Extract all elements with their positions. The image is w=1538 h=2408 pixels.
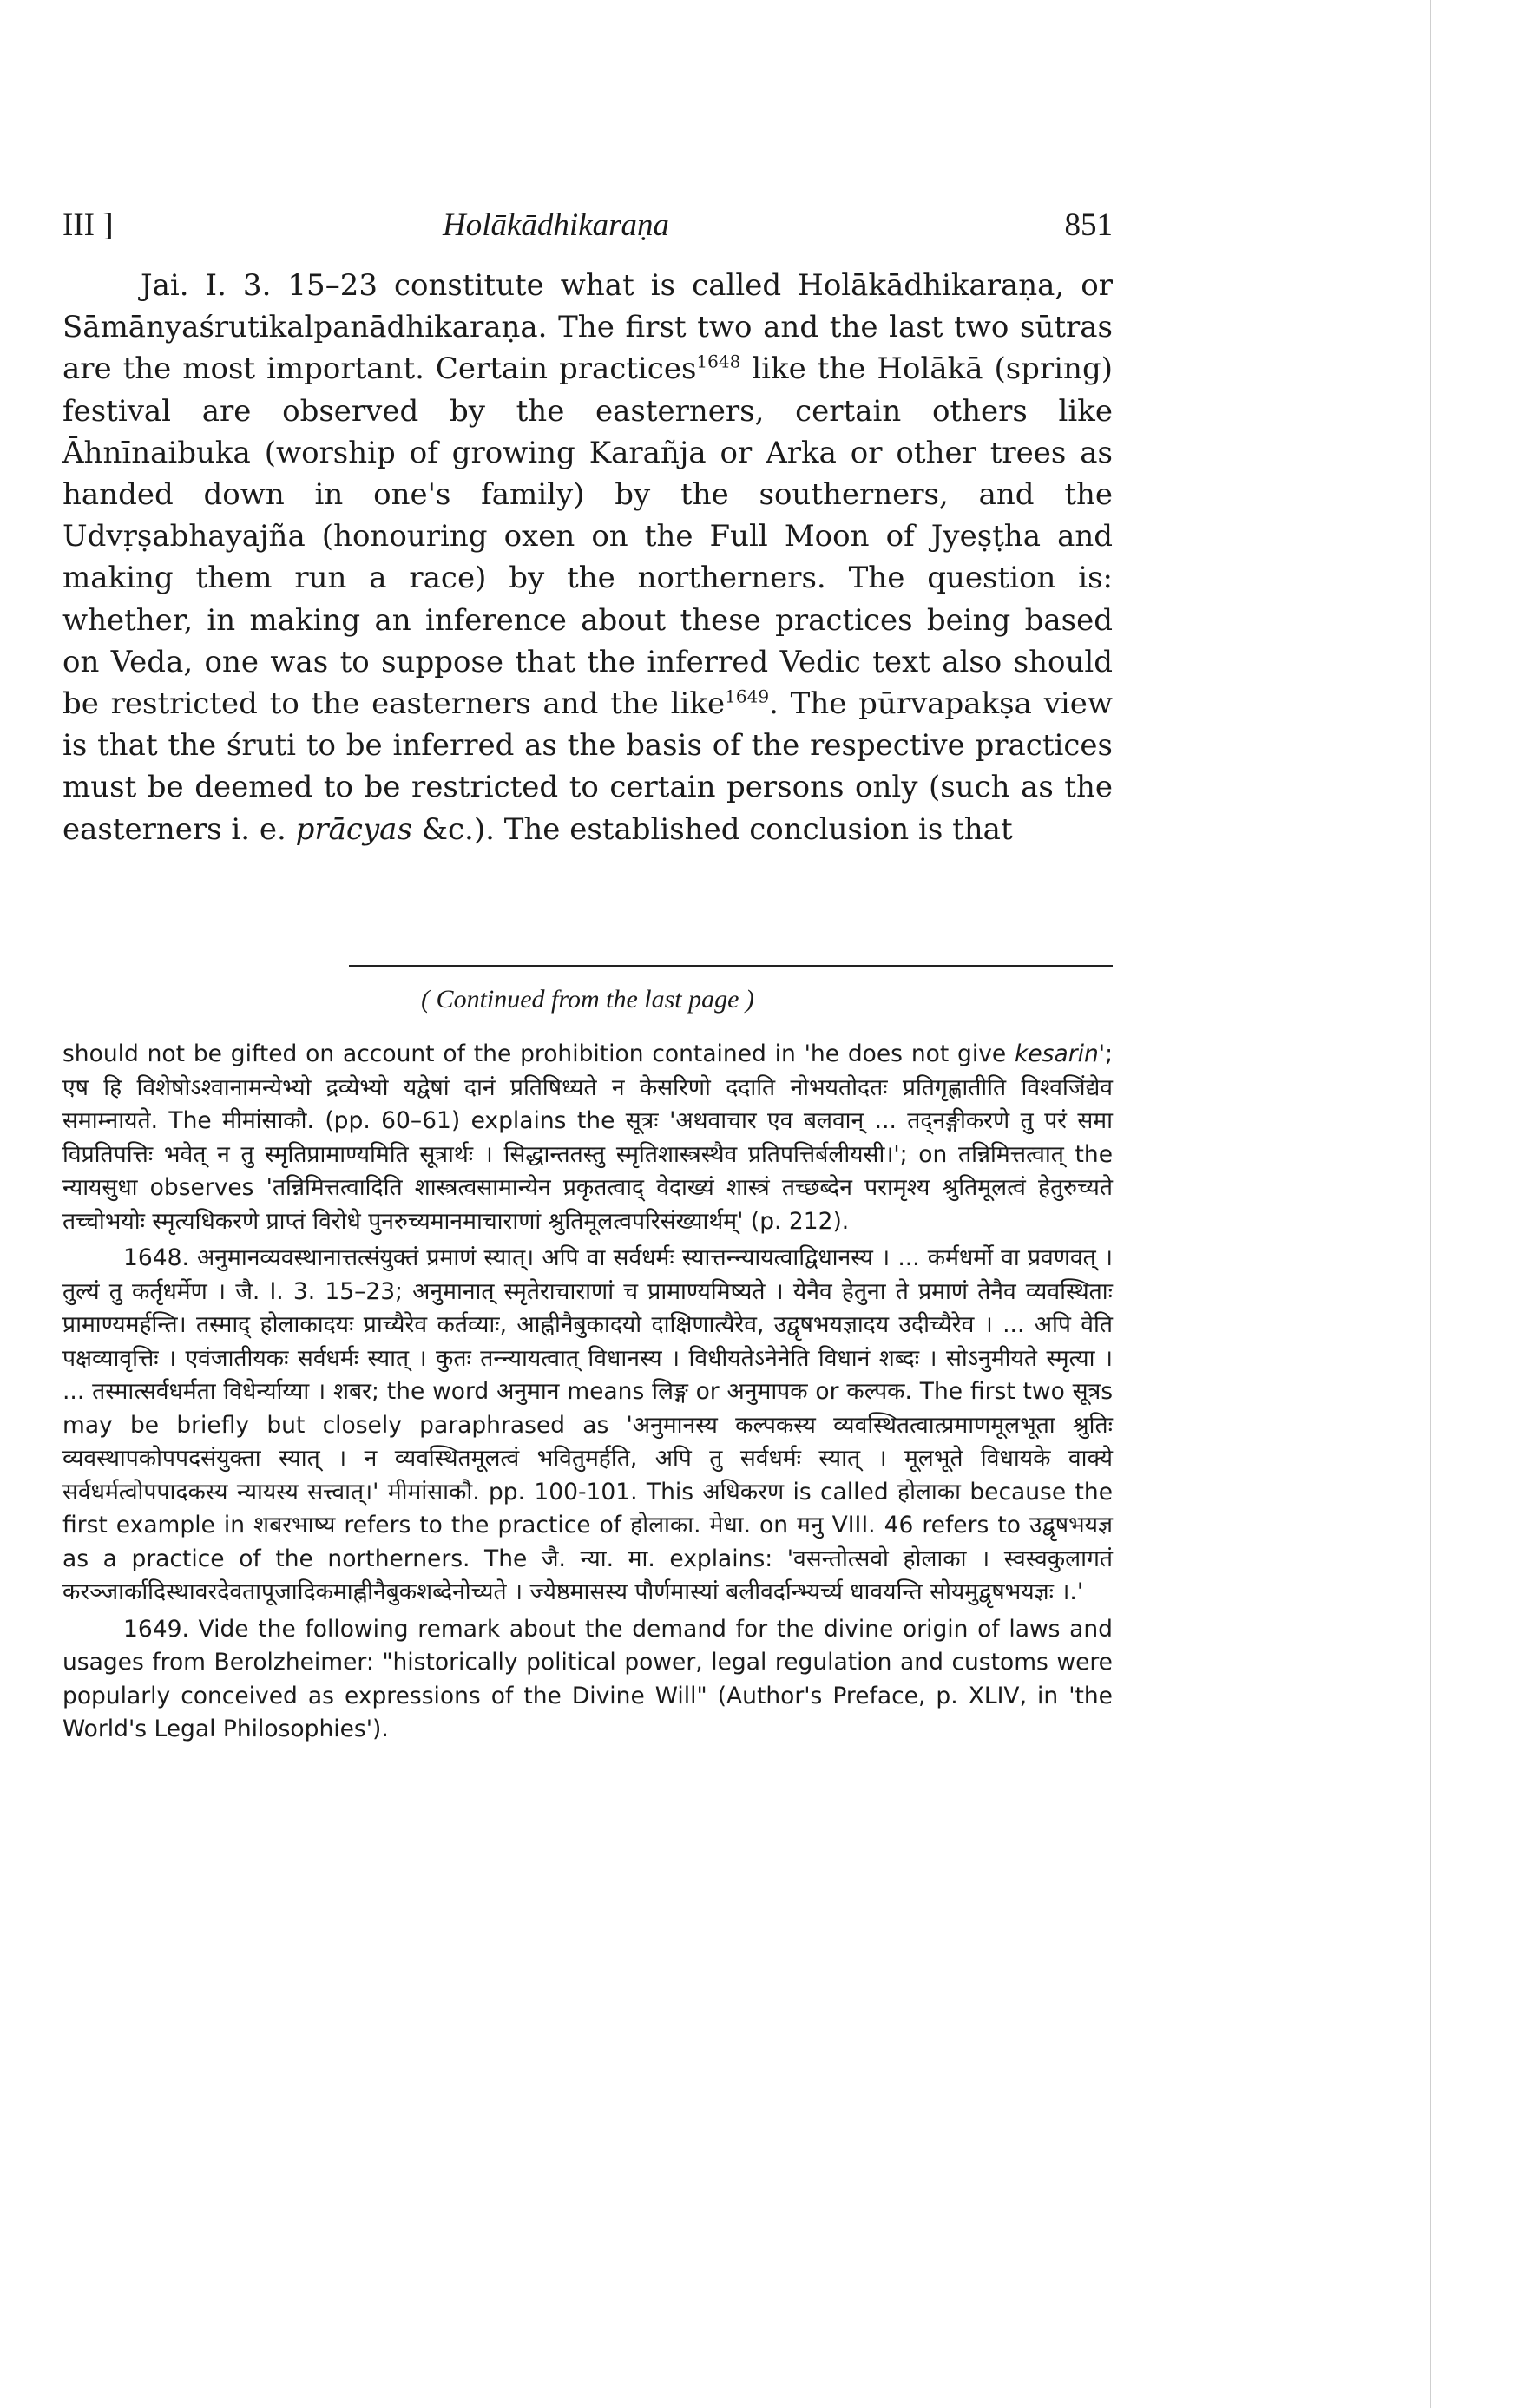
scan-edge-line (1430, 0, 1431, 2408)
main-text-part-2: like the Holākā (spring) festival are observed by the easterners, certain others like Āhnīnaibuka (worship of growing Karañja or Arka or other trees as handed down in one's family) by the southerners, and the Udvṛṣabhayajña (honouring oxen on the Full Moon of Jyeṣṭha and making them run a race) by the northerners. The question is: whether, in making an inference about these practices being based on Veda, one was to suppose that the inferred Vedic text also should be restricted to the easterners and the like (62, 351, 1113, 722)
main-text-part-3: . The pūrvapakṣa view is that the śruti to be inferred as the basis of the respective practices must be deemed to be restricted to certain persons only (such as the easterners i. e. (62, 686, 1114, 847)
footnote-continuation-text-a: should not be gifted on account of the prohibition contained in 'he does not give (62, 1040, 1015, 1067)
footnote-continuation-text-b: '; एष हि विशेषोऽश्वानामन्येभ्यो द्रव्येभ्यो यद्वेषां दानं प्रतिषिध्यते न केसरिणो ददाति नोभयतोदतः प्रतिगृह्णातीति विश्वजिंद्येव समाम्नायते. The मीमांसाकौ. (pp. 60–61) explains the सूत्रः 'अथवाचार एव बलवान् ... तद्नङ्गीकरणे तु परं समा विप्रतिपत्तिः भवेत् न तु स्मृतिप्रामाण्यमिति सूत्रार्थः । सिद्धान्ततस्तु स्मृतिशास्त्रस्थैव प्रतिपत्तिर्बलीयसी।'; on तन्निमित्तत्वात् the न्यायसुधा observes 'तन्निमित्तत्वादिति शास्त्रत्वसामान्येन प्रकृतत्वाद् वेदाख्यं शास्त्रं तच्छब्देन परामृश्य श्रुतिमूलत्वं हेतुरुच्यते तच्चोभयोः स्मृत्यधिकरणे प्राप्तं विरोधे पुनरुच्यमानमाचाराणां श्रुतिमूलत्वपरिसंख्यार्थम्' (p. 212). (62, 1040, 1113, 1235)
footnote-1648: 1648. अनुमानव्यवस्थानात्तत्संयुक्तं प्रमाणं स्यात्। अपि वा सर्वधर्मः स्यात्तन्न्यायत्वाद्विधानस्य । ... कर्मधर्मो वा प्रवणवत् । तुल्यं तु कर्तृधर्मेण । जै. I. 3. 15–23; अनुमानात् स्मृतेराचाराणां च प्रामाण्यमिष्यते । येनैव हेतुना ते प्रमाणं तेनैव व्यवस्थिताः प्रामाण्यमर्हन्ति। तस्माद् होलाकादयः प्राच्यैरेव कर्तव्याः, आह्नीनैबुकादयो दाक्षिणात्यैरेव, उद्वृषभयज्ञादय उदीच्यैरेव । ... अपि वेति पक्षव्यावृत्तिः । एवंजातीयकः सर्वधर्मः स्यात् । कुतः तन्न्यायत्वात् विधानस्य । विधीयतेऽनेनेति विधानं शब्दः । सोऽनुमीयते स्मृत्या । ... तस्मात्सर्वधर्मता विधेर्न्याय्या । शबर; the word अनुमान means लिङ्ग or अनुमापक or कल्पक. The first two सूत्रs may be briefly but closely paraphrased as 'अनुमानस्य कल्पकस्य व्यवस्थितत्वात्प्रमाणमूलभूता श्रुतिः व्यवस्थापकोपपदसंयुक्ता स्यात् । न व्यवस्थितमूलत्वं भवितुमर्हति, अपि तु सर्वधर्मः स्यात् । मूलभूते विधायके वाक्ये सर्वधर्मत्वोपपादकस्य न्यायस्य सत्त्वात्।' मीमांसाकौ. pp. 100-101. This अधिकरण is called होलाका because the first example in शबरभाष्य refers to the practice of होलाका. मेधा. on मनु VIII. 46 refers to उद्वृषभयज्ञ as a practice of the northerners. The जै. न्या. मा. explains: 'वसन्तोत्सवो होलाका । स्वस्वकुलागतं करञ्जार्कादिस्थावरदेवतापूजादिकमाह्नीनैबुकशब्देनोच्यते । ज्येष्ठमासस्य पौर्णमास्यां बलीवर्दान्भ्यर्च्य धावयन्ति सोयमुद्वृषभयज्ञः ।.' (62, 1244, 1113, 1605)
footnote-separator-rule (349, 965, 1113, 967)
running-header (62, 207, 1113, 248)
main-paragraph (62, 265, 1113, 850)
running-title: Holākādhikaraṇa (443, 207, 670, 243)
footnote-continuation (62, 1038, 1113, 1238)
footnote-1649: 1649. Vide the following remark about the demand for the divine origin of laws and usages from Berolzheimer: "historically political power, legal regulation and customs were popularly conceived as expressions of the Divine Will" (Author's Preface, p. XLIV, in 'the World's Legal Philosophies'). (62, 1615, 1113, 1742)
chapter-number: III ] (62, 207, 114, 243)
footnote-ref-1649[interactable]: 1649 (725, 686, 770, 707)
main-text-part-1: Jai. I. 3. 15–23 constitute what is called Holākādhikaraṇa, or Sāmānyaśrutikalpanādhikaraṇa. The first two and the last two sūtras are the most important. Certain practices (62, 268, 1113, 387)
footnote-continuation-italic: kesarin (1015, 1040, 1099, 1067)
footnotes-block (62, 1038, 1113, 1750)
footnote-ref-1648[interactable]: 1648 (696, 351, 741, 373)
main-text-italic-term: prācyas (295, 811, 412, 847)
main-text-part-4: &c.). The established conclusion is that (411, 811, 1013, 847)
page-number: 851 (1064, 207, 1113, 243)
continued-note: ( Continued from the last page ) (421, 985, 754, 1014)
